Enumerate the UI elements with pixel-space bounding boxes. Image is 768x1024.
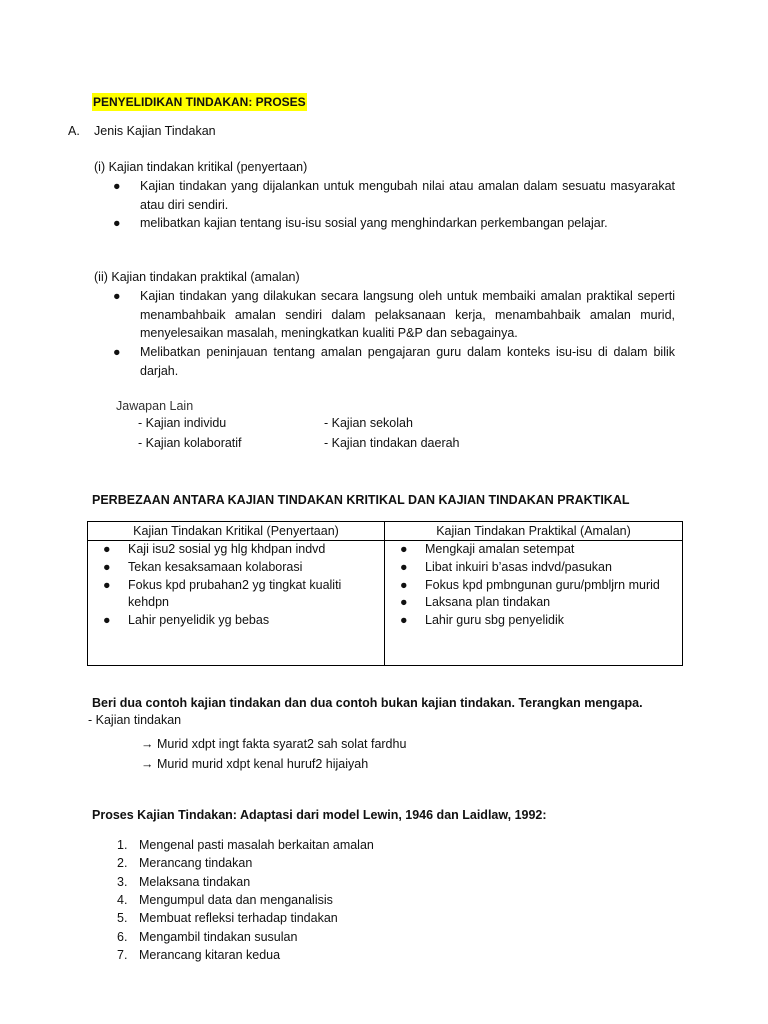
comparison-table-row [88,541,683,666]
process-heading: Proses Kajian Tindakan: Adaptasi dari model Lewin, 1946 dan Laidlaw, 1992: [92,808,547,822]
process-step [117,874,250,890]
bullet-icon: ● [103,559,111,574]
step-number: 3. [117,875,128,889]
process-step [117,837,374,853]
bullet-icon: ● [400,595,408,610]
step-number: 4. [117,893,128,907]
step-number: 1. [117,838,128,852]
critical-bullet-2-text: melibatkan kajian tentang isu-isu sosial yang menghindarkan perkembangan pelajar. [140,216,608,230]
question-example-1: → Murid xdpt ingt fakta syarat2 sah solat fardhu [141,737,407,751]
comparison-col1-cell [88,541,385,666]
list-item-text: Tekan kesaksamaan kolaborasi [128,559,303,574]
step-text: Membuat refleksi terhadap tindakan [139,911,338,925]
section-a-label: A. [68,124,80,138]
critical-heading: (i) Kajian tindakan kritikal (penyertaan) [94,160,308,174]
step-number: 6. [117,930,128,944]
critical-bullet-1-text: Kajian tindakan yang dijalankan untuk mengubah nilai atau amalan dalam sesuatu masyarakat atau diri sendiri. [140,179,675,212]
process-step [117,947,280,963]
bullet-icon: ● [113,216,121,230]
comparison-col2-header: Kajian Tindakan Praktikal (Amalan) [385,522,683,541]
bullet-icon: ● [113,289,121,303]
process-step [117,929,297,945]
comparison-col2-cell [385,541,683,666]
step-text: Merancang kitaran kedua [139,948,281,962]
other-answer-1: - Kajian individu [138,416,227,430]
section-a-title: Jenis Kajian Tindakan [94,124,216,138]
list-item [385,559,682,577]
list-item [88,541,384,559]
page-title: PENYELIDIKAN TINDAKAN: PROSES [93,95,306,109]
bullet-icon: ● [103,577,111,592]
other-answer-3: - Kajian sekolah [324,416,413,430]
comparison-table-header-row [88,522,683,541]
bullet-icon: ● [113,345,121,359]
section-a-heading [68,123,216,139]
bullet-icon: ● [113,179,121,193]
process-step [117,892,333,908]
list-item-text: Kaji isu2 sosial yg hlg khdpan indvd [128,542,326,556]
list-item [385,541,682,559]
bullet-icon: ● [400,542,408,556]
other-answer-2: - Kajian kolaboratif [138,436,242,450]
step-text: Mengenal pasti masalah berkaitan amalan [139,838,374,852]
list-item-text: Mengkaji amalan setempat [425,542,575,556]
step-text: Melaksana tindakan [139,875,251,889]
step-number: 5. [117,911,128,925]
step-text: Merancang tindakan [139,856,253,870]
list-item [88,612,384,630]
list-item-text: Fokus kpd pmbngunan guru/pmbljrn murid [425,577,660,592]
list-item [385,577,682,595]
list-item-text: Lahir guru sbg penyelidik [425,613,564,628]
list-item [385,594,682,612]
step-text: Mengumpul data dan menganalisis [139,893,333,907]
other-answers-heading: Jawapan Lain [116,399,194,413]
critical-bullet-1 [113,177,675,214]
process-step [117,910,338,926]
other-answer-4: - Kajian tindakan daerah [324,436,460,450]
question-heading: Beri dua contoh kajian tindakan dan dua contoh bukan kajian tindakan. Terangkan mengapa. [92,696,643,710]
comparison-table [87,521,683,666]
bullet-icon: ● [103,542,111,556]
list-item-text: Libat inkuiri b’asas indvd/pasukan [425,559,612,574]
practical-heading: (ii) Kajian tindakan praktikal (amalan) [94,270,300,284]
bullet-icon: ● [400,559,408,574]
list-item-text: Laksana plan tindakan [425,595,551,610]
bullet-icon: ● [103,613,111,628]
step-text: Mengambil tindakan susulan [139,930,298,944]
step-number: 7. [117,948,128,962]
step-number: 2. [117,856,128,870]
question-sub: - Kajian tindakan [88,713,182,727]
list-item [88,559,384,577]
question-example-2: → Murid murid xdpt kenal huruf2 hijaiyah [141,757,369,771]
practical-bullet-1-text: Kajian tindakan yang dilakukan secara langsung oleh untuk membaiki amalan praktikal seperti menambahbaik amalan sendiri dalam pelaksanaan kerja, menambahbaik amalan murid, menyelesaikan masalah, meningkatkan kualiti P&P dan sebagainya. [140,289,675,340]
practical-bullet-2 [113,343,675,380]
practical-bullet-1 [113,287,675,343]
process-step [117,855,252,871]
comparison-heading: PERBEZAAN ANTARA KAJIAN TINDAKAN KRITIKAL DAN KAJIAN TINDAKAN PRAKTIKAL [92,493,630,507]
practical-bullet-2-text: Melibatkan peninjauan tentang amalan pengajaran guru dalam konteks isu-isu di dalam bilik darjah. [140,345,675,378]
list-item-text: Fokus kpd prubahan2 yg tingkat kualiti kehdpn [128,577,342,610]
comparison-col1-header: Kajian Tindakan Kritikal (Penyertaan) [88,522,385,541]
list-item [385,612,682,630]
list-item [88,577,384,613]
bullet-icon: ● [400,613,408,628]
list-item-text: Lahir penyelidik yg bebas [128,613,270,628]
critical-bullet-2 [113,214,675,233]
bullet-icon: ● [400,577,408,592]
